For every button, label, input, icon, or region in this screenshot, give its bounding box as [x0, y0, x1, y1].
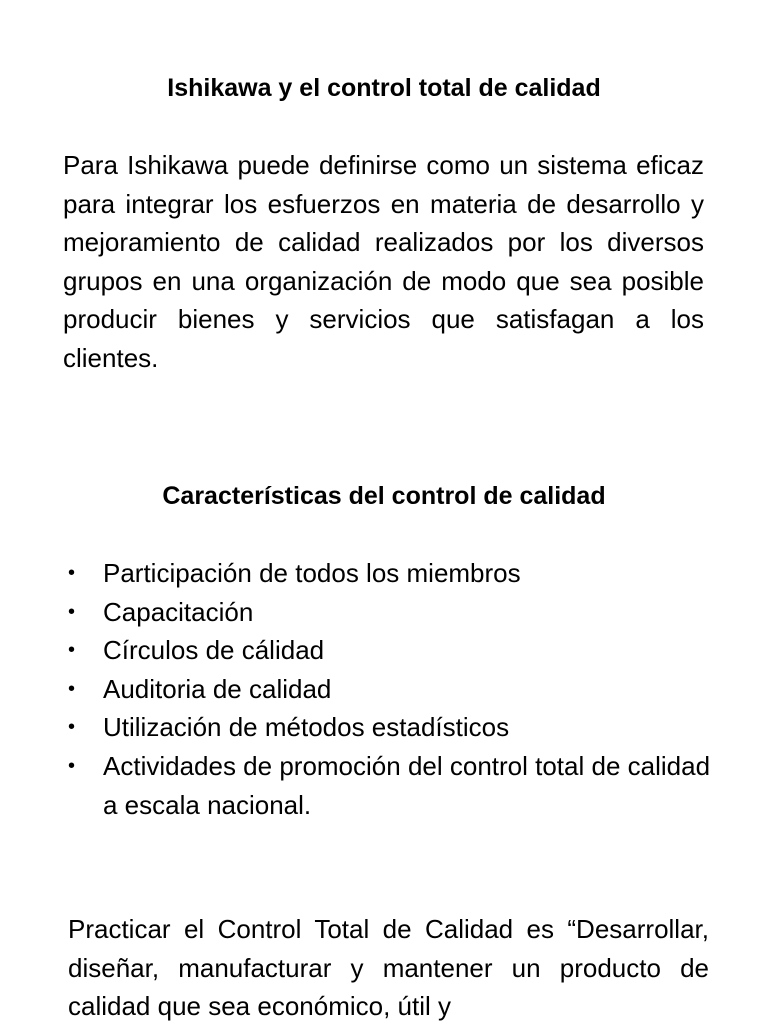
list-item-text: Participación de todos los miembros — [103, 558, 521, 588]
list-item — [68, 747, 718, 824]
characteristics-list — [68, 554, 718, 824]
bullet-icon: • — [68, 562, 76, 584]
section-title-ishikawa: Ishikawa y el control total de calidad — [167, 74, 601, 102]
bullet-icon: • — [68, 716, 76, 739]
list-item-text: Actividades de promoción del control total de calidad a escala nacional. — [103, 750, 711, 820]
bullet-icon: • — [68, 639, 76, 662]
practice-paragraph: Practicar el Control Total de Calidad es “Desarrollar, diseñar, manufacturar y mantener un producto de calidad que sea económico, útil y — [68, 914, 709, 1022]
list-item-text: Círculos de cálidad — [103, 635, 325, 666]
list-item-text: Auditoria de calidad — [103, 673, 332, 704]
list-item — [68, 593, 718, 632]
list-item — [68, 631, 718, 670]
list-item-text: Capacitación — [103, 596, 254, 627]
list-item-text: Utilización de métodos estadísticos — [103, 712, 510, 743]
list-item — [68, 554, 718, 593]
definition-paragraph: Para Ishikawa puede definirse como un sistema eficaz para integrar los esfuerzos en materia de desarrollo y mejoramiento de calidad realizados por los diversos grupos en una organización de modo que sea posible producir bienes y servicios que satisfagan a los clientes. — [63, 150, 704, 373]
section-title-caracteristicas: Características del control de calidad — [162, 482, 606, 510]
list-item — [68, 670, 718, 709]
bullet-icon: • — [68, 600, 76, 623]
list-item — [68, 708, 718, 747]
bullet-icon: • — [68, 754, 76, 777]
bullet-icon: • — [68, 677, 76, 700]
